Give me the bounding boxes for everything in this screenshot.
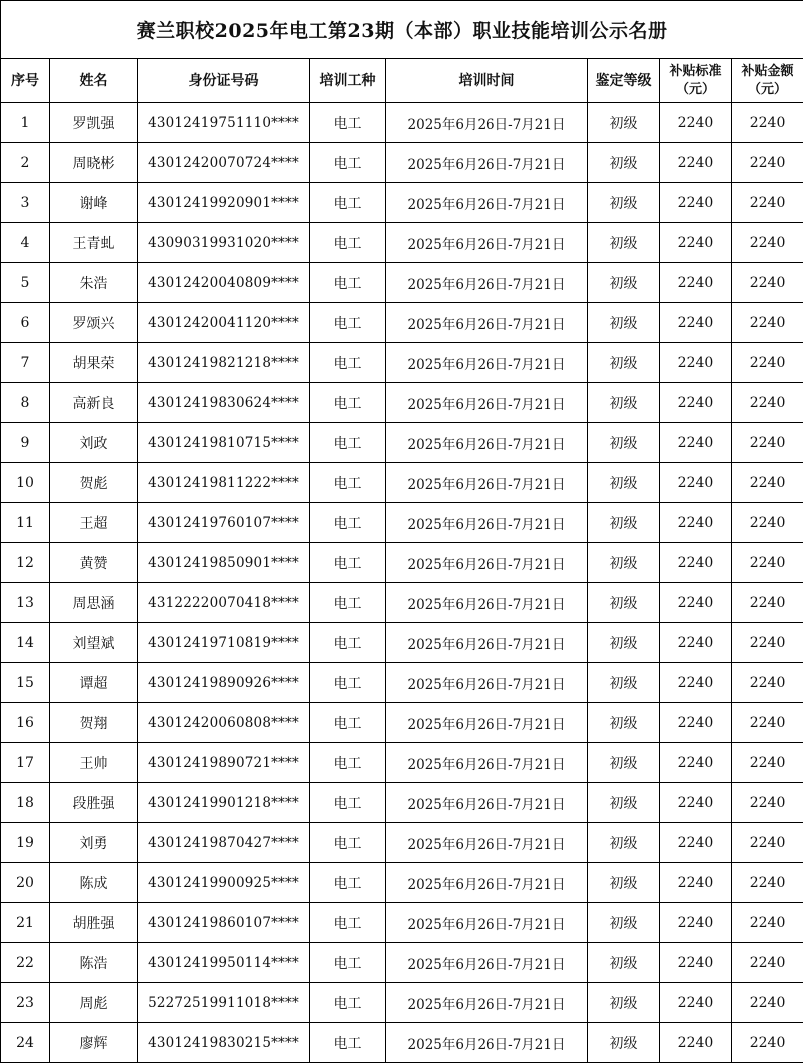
- cell-period: 2025年6月26日-7月21日: [386, 663, 588, 703]
- cell-level: 初级: [588, 583, 660, 623]
- cell-subsidy-standard: 2240: [660, 903, 732, 943]
- table-row: [1, 223, 803, 263]
- cell-subsidy-standard: 2240: [660, 423, 732, 463]
- cell-trade: 电工: [310, 983, 386, 1023]
- cell-name: 刘望斌: [50, 623, 138, 663]
- cell-period: 2025年6月26日-7月21日: [386, 503, 588, 543]
- cell-name: 罗凯强: [50, 103, 138, 143]
- cell-level: 初级: [588, 1023, 660, 1063]
- cell-trade: 电工: [310, 583, 386, 623]
- table-row: [1, 983, 803, 1023]
- cell-index: 8: [1, 383, 50, 423]
- document-title: 赛兰职校2025年电工第23期（本部）职业技能培训公示名册: [1, 1, 803, 59]
- cell-trade: 电工: [310, 703, 386, 743]
- cell-index: 19: [1, 823, 50, 863]
- cell-index: 12: [1, 543, 50, 583]
- cell-index: 17: [1, 743, 50, 783]
- cell-period: 2025年6月26日-7月21日: [386, 583, 588, 623]
- cell-subsidy-amount: 2240: [732, 183, 803, 223]
- table-row: [1, 103, 803, 143]
- table-row: [1, 263, 803, 303]
- cell-id-number: 43012420070724****: [138, 143, 310, 183]
- cell-subsidy-amount: 2240: [732, 823, 803, 863]
- cell-name: 贺彪: [50, 463, 138, 503]
- cell-subsidy-amount: 2240: [732, 863, 803, 903]
- header-index: 序号: [1, 59, 50, 103]
- cell-index: 10: [1, 463, 50, 503]
- cell-period: 2025年6月26日-7月21日: [386, 143, 588, 183]
- cell-trade: 电工: [310, 343, 386, 383]
- cell-index: 3: [1, 183, 50, 223]
- header-subsidy-amount: [732, 59, 803, 103]
- cell-subsidy-amount: 2240: [732, 903, 803, 943]
- header-name: 姓名: [50, 59, 138, 103]
- cell-index: 18: [1, 783, 50, 823]
- cell-id-number: 43012419860107****: [138, 903, 310, 943]
- cell-index: 16: [1, 703, 50, 743]
- cell-level: 初级: [588, 703, 660, 743]
- cell-index: 9: [1, 423, 50, 463]
- table-row: [1, 303, 803, 343]
- cell-level: 初级: [588, 543, 660, 583]
- cell-period: 2025年6月26日-7月21日: [386, 1023, 588, 1063]
- cell-level: 初级: [588, 503, 660, 543]
- cell-subsidy-amount: 2240: [732, 303, 803, 343]
- cell-subsidy-amount: 2240: [732, 423, 803, 463]
- cell-subsidy-amount: 2240: [732, 623, 803, 663]
- cell-index: 20: [1, 863, 50, 903]
- cell-trade: 电工: [310, 103, 386, 143]
- cell-trade: 电工: [310, 463, 386, 503]
- cell-period: 2025年6月26日-7月21日: [386, 783, 588, 823]
- cell-index: 1: [1, 103, 50, 143]
- cell-subsidy-amount: 2240: [732, 263, 803, 303]
- cell-period: 2025年6月26日-7月21日: [386, 343, 588, 383]
- cell-name: 谭超: [50, 663, 138, 703]
- cell-name: 贺翔: [50, 703, 138, 743]
- cell-name: 陈成: [50, 863, 138, 903]
- cell-subsidy-standard: 2240: [660, 1023, 732, 1063]
- cell-period: 2025年6月26日-7月21日: [386, 743, 588, 783]
- table-row: [1, 903, 803, 943]
- cell-id-number: 43012419920901****: [138, 183, 310, 223]
- cell-subsidy-standard: 2240: [660, 703, 732, 743]
- cell-subsidy-standard: 2240: [660, 303, 732, 343]
- table-row: [1, 343, 803, 383]
- cell-subsidy-amount: 2240: [732, 383, 803, 423]
- cell-id-number: 43012419760107****: [138, 503, 310, 543]
- cell-subsidy-standard: 2240: [660, 743, 732, 783]
- cell-level: 初级: [588, 903, 660, 943]
- cell-name: 王青虬: [50, 223, 138, 263]
- cell-trade: 电工: [310, 143, 386, 183]
- cell-period: 2025年6月26日-7月21日: [386, 223, 588, 263]
- cell-level: 初级: [588, 223, 660, 263]
- cell-period: 2025年6月26日-7月21日: [386, 303, 588, 343]
- cell-subsidy-standard: 2240: [660, 983, 732, 1023]
- header-subsidy-standard: [660, 59, 732, 103]
- cell-name: 高新良: [50, 383, 138, 423]
- cell-subsidy-standard: 2240: [660, 783, 732, 823]
- cell-level: 初级: [588, 663, 660, 703]
- cell-subsidy-amount: 2240: [732, 983, 803, 1023]
- cell-trade: 电工: [310, 383, 386, 423]
- cell-subsidy-standard: 2240: [660, 583, 732, 623]
- cell-index: 4: [1, 223, 50, 263]
- cell-subsidy-amount: 2240: [732, 663, 803, 703]
- roster-body: [1, 103, 803, 1063]
- table-row: [1, 743, 803, 783]
- cell-id-number: 43012419710819****: [138, 623, 310, 663]
- cell-trade: 电工: [310, 903, 386, 943]
- cell-name: 罗颂兴: [50, 303, 138, 343]
- cell-index: 6: [1, 303, 50, 343]
- cell-index: 5: [1, 263, 50, 303]
- table-row: [1, 143, 803, 183]
- cell-period: 2025年6月26日-7月21日: [386, 863, 588, 903]
- table-row: [1, 823, 803, 863]
- table-row: [1, 543, 803, 583]
- header-id-number: 身份证号码: [138, 59, 310, 103]
- table-row: [1, 383, 803, 423]
- cell-subsidy-amount: 2240: [732, 543, 803, 583]
- cell-trade: 电工: [310, 543, 386, 583]
- cell-trade: 电工: [310, 823, 386, 863]
- cell-subsidy-amount: 2240: [732, 703, 803, 743]
- cell-subsidy-standard: 2240: [660, 863, 732, 903]
- cell-trade: 电工: [310, 863, 386, 903]
- cell-level: 初级: [588, 943, 660, 983]
- table-row: [1, 1023, 803, 1063]
- cell-subsidy-standard: 2240: [660, 143, 732, 183]
- cell-trade: 电工: [310, 783, 386, 823]
- header-period: 培训时间: [386, 59, 588, 103]
- cell-period: 2025年6月26日-7月21日: [386, 423, 588, 463]
- header-level: 鉴定等级: [588, 59, 660, 103]
- header-trade: 培训工种: [310, 59, 386, 103]
- table-row: [1, 703, 803, 743]
- cell-trade: 电工: [310, 303, 386, 343]
- cell-level: 初级: [588, 143, 660, 183]
- cell-name: 胡果荣: [50, 343, 138, 383]
- cell-id-number: 43012419850901****: [138, 543, 310, 583]
- cell-subsidy-amount: 2240: [732, 1023, 803, 1063]
- cell-trade: 电工: [310, 223, 386, 263]
- cell-name: 廖辉: [50, 1023, 138, 1063]
- cell-subsidy-standard: 2240: [660, 263, 732, 303]
- cell-period: 2025年6月26日-7月21日: [386, 703, 588, 743]
- cell-subsidy-standard: 2240: [660, 383, 732, 423]
- cell-index: 24: [1, 1023, 50, 1063]
- cell-level: 初级: [588, 383, 660, 423]
- cell-trade: 电工: [310, 623, 386, 663]
- cell-name: 周晓彬: [50, 143, 138, 183]
- cell-index: 11: [1, 503, 50, 543]
- table-row: [1, 503, 803, 543]
- cell-name: 陈浩: [50, 943, 138, 983]
- cell-level: 初级: [588, 983, 660, 1023]
- cell-id-number: 43012419950114****: [138, 943, 310, 983]
- cell-level: 初级: [588, 463, 660, 503]
- cell-id-number: 43012420060808****: [138, 703, 310, 743]
- cell-subsidy-standard: 2240: [660, 543, 732, 583]
- cell-level: 初级: [588, 263, 660, 303]
- cell-trade: 电工: [310, 663, 386, 703]
- cell-id-number: 43012419901218****: [138, 783, 310, 823]
- cell-name: 黄赞: [50, 543, 138, 583]
- cell-subsidy-amount: 2240: [732, 463, 803, 503]
- cell-name: 王帅: [50, 743, 138, 783]
- cell-trade: 电工: [310, 1023, 386, 1063]
- header-subsidy-amount-line1: 补贴金额: [741, 63, 794, 79]
- cell-subsidy-standard: 2240: [660, 223, 732, 263]
- cell-subsidy-standard: 2240: [660, 823, 732, 863]
- cell-id-number: 43012420041120****: [138, 303, 310, 343]
- cell-id-number: 43090319931020****: [138, 223, 310, 263]
- header-subsidy-standard-line1: 补贴标准: [669, 63, 722, 79]
- cell-name: 朱浩: [50, 263, 138, 303]
- cell-level: 初级: [588, 743, 660, 783]
- cell-id-number: 43012419810715****: [138, 423, 310, 463]
- cell-subsidy-amount: 2240: [732, 783, 803, 823]
- cell-id-number: 43012419751110****: [138, 103, 310, 143]
- cell-id-number: 52272519911018****: [138, 983, 310, 1023]
- cell-level: 初级: [588, 343, 660, 383]
- cell-period: 2025年6月26日-7月21日: [386, 463, 588, 503]
- cell-subsidy-amount: 2240: [732, 343, 803, 383]
- cell-subsidy-standard: 2240: [660, 663, 732, 703]
- cell-id-number: 43122220070418****: [138, 583, 310, 623]
- cell-level: 初级: [588, 103, 660, 143]
- cell-trade: 电工: [310, 503, 386, 543]
- cell-subsidy-standard: 2240: [660, 183, 732, 223]
- cell-period: 2025年6月26日-7月21日: [386, 183, 588, 223]
- cell-id-number: 43012419900925****: [138, 863, 310, 903]
- cell-subsidy-amount: 2240: [732, 103, 803, 143]
- cell-id-number: 43012419870427****: [138, 823, 310, 863]
- cell-subsidy-standard: 2240: [660, 463, 732, 503]
- cell-subsidy-amount: 2240: [732, 223, 803, 263]
- cell-subsidy-standard: 2240: [660, 503, 732, 543]
- table-row: [1, 943, 803, 983]
- table-row: [1, 463, 803, 503]
- cell-id-number: 43012419830624****: [138, 383, 310, 423]
- cell-name: 王超: [50, 503, 138, 543]
- cell-trade: 电工: [310, 263, 386, 303]
- table-row: [1, 863, 803, 903]
- table-row: [1, 183, 803, 223]
- cell-subsidy-amount: 2240: [732, 943, 803, 983]
- cell-name: 刘政: [50, 423, 138, 463]
- cell-id-number: 43012419830215****: [138, 1023, 310, 1063]
- cell-id-number: 43012419811222****: [138, 463, 310, 503]
- cell-period: 2025年6月26日-7月21日: [386, 983, 588, 1023]
- cell-subsidy-amount: 2240: [732, 503, 803, 543]
- cell-subsidy-amount: 2240: [732, 583, 803, 623]
- table-row: [1, 623, 803, 663]
- cell-period: 2025年6月26日-7月21日: [386, 903, 588, 943]
- cell-index: 22: [1, 943, 50, 983]
- cell-subsidy-standard: 2240: [660, 343, 732, 383]
- table-row: [1, 663, 803, 703]
- cell-name: 刘勇: [50, 823, 138, 863]
- cell-subsidy-standard: 2240: [660, 623, 732, 663]
- title-row: [1, 1, 803, 59]
- cell-trade: 电工: [310, 423, 386, 463]
- cell-name: 周思涵: [50, 583, 138, 623]
- cell-period: 2025年6月26日-7月21日: [386, 823, 588, 863]
- cell-period: 2025年6月26日-7月21日: [386, 943, 588, 983]
- cell-period: 2025年6月26日-7月21日: [386, 383, 588, 423]
- cell-index: 2: [1, 143, 50, 183]
- cell-subsidy-standard: 2240: [660, 943, 732, 983]
- header-subsidy-amount-line2: （元）: [748, 81, 788, 97]
- cell-level: 初级: [588, 183, 660, 223]
- table-row: [1, 783, 803, 823]
- cell-level: 初级: [588, 303, 660, 343]
- cell-index: 21: [1, 903, 50, 943]
- cell-level: 初级: [588, 863, 660, 903]
- cell-trade: 电工: [310, 183, 386, 223]
- cell-name: 谢峰: [50, 183, 138, 223]
- cell-level: 初级: [588, 423, 660, 463]
- cell-id-number: 43012419890926****: [138, 663, 310, 703]
- cell-trade: 电工: [310, 943, 386, 983]
- cell-index: 7: [1, 343, 50, 383]
- table-row: [1, 583, 803, 623]
- cell-period: 2025年6月26日-7月21日: [386, 543, 588, 583]
- cell-level: 初级: [588, 783, 660, 823]
- cell-trade: 电工: [310, 743, 386, 783]
- cell-name: 胡胜强: [50, 903, 138, 943]
- cell-index: 15: [1, 663, 50, 703]
- cell-level: 初级: [588, 823, 660, 863]
- cell-id-number: 43012419821218****: [138, 343, 310, 383]
- cell-subsidy-amount: 2240: [732, 143, 803, 183]
- cell-index: 14: [1, 623, 50, 663]
- cell-period: 2025年6月26日-7月21日: [386, 263, 588, 303]
- cell-name: 周彪: [50, 983, 138, 1023]
- cell-level: 初级: [588, 623, 660, 663]
- cell-subsidy-amount: 2240: [732, 743, 803, 783]
- cell-name: 段胜强: [50, 783, 138, 823]
- cell-index: 13: [1, 583, 50, 623]
- cell-subsidy-standard: 2240: [660, 103, 732, 143]
- cell-id-number: 43012419890721****: [138, 743, 310, 783]
- cell-index: 23: [1, 983, 50, 1023]
- header-row: [1, 59, 803, 103]
- cell-id-number: 43012420040809****: [138, 263, 310, 303]
- cell-period: 2025年6月26日-7月21日: [386, 103, 588, 143]
- cell-period: 2025年6月26日-7月21日: [386, 623, 588, 663]
- header-subsidy-standard-line2: （元）: [675, 81, 715, 97]
- table-row: [1, 423, 803, 463]
